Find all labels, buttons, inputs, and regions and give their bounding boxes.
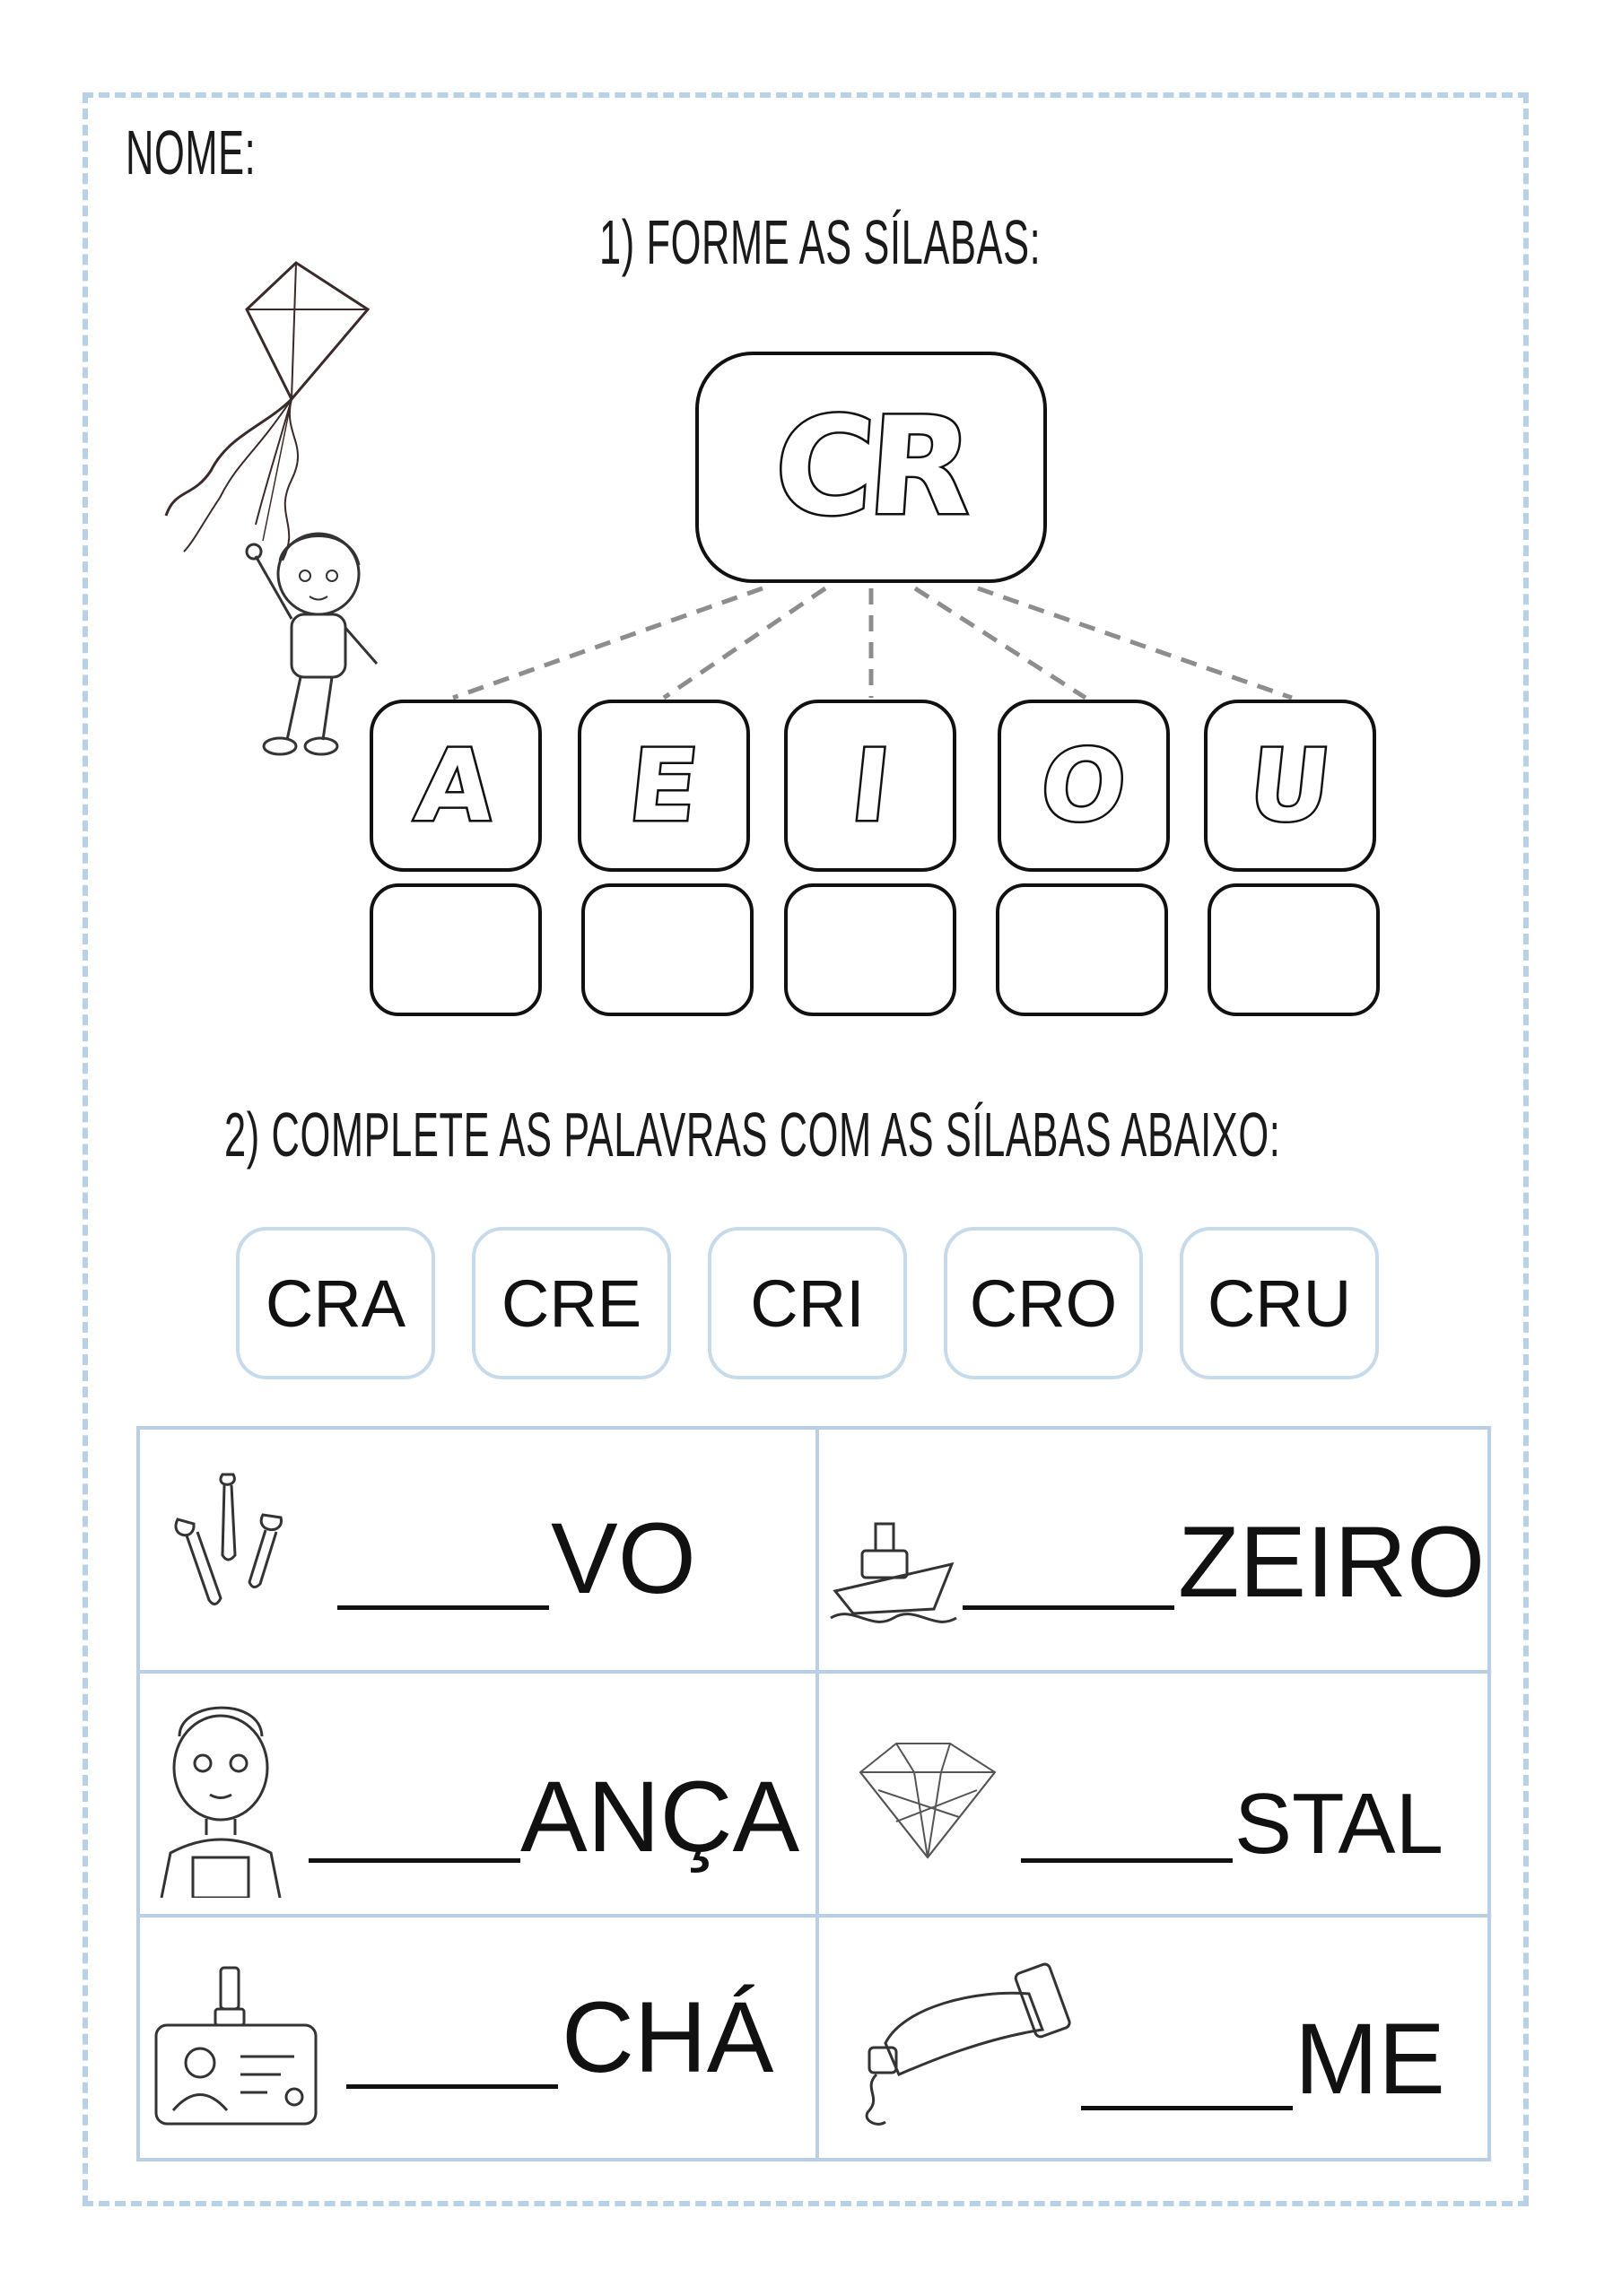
word-suffix-6: ME: [1295, 2003, 1445, 2115]
question-2-title: 2) COMPLETE AS PALAVRAS COM AS SÍLABAS ABAIXO:: [224, 1100, 1281, 1170]
word-suffix-3: ANÇA: [520, 1761, 800, 1873]
child-icon: [153, 1692, 287, 1898]
badge-icon: [151, 1962, 321, 2142]
crystal-icon: [842, 1736, 1004, 1862]
word-blank-4[interactable]: [1021, 1858, 1233, 1863]
word-blank-3[interactable]: [309, 1858, 520, 1863]
word-suffix-4: STAL: [1234, 1776, 1443, 1872]
answer-box-3[interactable]: [784, 883, 956, 1016]
vowel-letter: E: [624, 728, 704, 843]
syllable-chip-cro: CRO: [944, 1227, 1143, 1379]
vowel-box-i: [784, 700, 956, 872]
answer-box-5[interactable]: [1208, 883, 1380, 1016]
vowel-box-u: [1204, 700, 1376, 872]
vowel-box-o: [998, 700, 1170, 872]
word-suffix-2: ZEIRO: [1178, 1506, 1486, 1618]
word-blank-1[interactable]: [337, 1605, 549, 1610]
consonant-group-box: [695, 352, 1047, 583]
word-cell-2: [819, 1430, 1495, 1674]
syllable-chip-cri: CRI: [708, 1227, 907, 1379]
vowel-box-a: [370, 700, 542, 872]
answer-box-1[interactable]: [370, 883, 542, 1016]
answer-box-4[interactable]: [996, 883, 1168, 1016]
cream-tube-icon: [850, 1953, 1074, 2133]
syllable-chip-cru: CRU: [1180, 1227, 1379, 1379]
word-suffix-5: CHÁ: [562, 1981, 774, 2093]
vowel-letter: O: [1035, 728, 1132, 843]
question-1-title: 1) FORME AS SÍLABAS:: [599, 207, 1042, 277]
word-cell-6: [819, 1918, 1495, 2161]
word-cell-1: [140, 1430, 815, 1674]
syllable-chip-cra: CRA: [236, 1227, 435, 1379]
word-cell-3: [140, 1674, 815, 1918]
ship-icon: [826, 1501, 961, 1636]
word-cell-4: [819, 1674, 1495, 1918]
vowel-letter: A: [411, 728, 501, 843]
vowel-letter: I: [845, 728, 895, 843]
name-label: NOME:: [126, 117, 257, 187]
consonant-group-text: CR: [770, 389, 972, 545]
word-cell-5: [140, 1918, 815, 2161]
word-blank-6[interactable]: [1081, 2106, 1293, 2110]
word-completion-grid: [136, 1426, 1491, 2161]
vowel-box-e: [578, 700, 750, 872]
syllable-chip-cre: CRE: [472, 1227, 671, 1379]
answer-box-2[interactable]: [581, 883, 754, 1016]
word-blank-2[interactable]: [963, 1605, 1174, 1610]
vowel-letter: U: [1243, 728, 1337, 843]
word-blank-5[interactable]: [346, 2084, 558, 2089]
clove-icon: [160, 1465, 303, 1627]
word-suffix-1: VO: [551, 1502, 696, 1614]
